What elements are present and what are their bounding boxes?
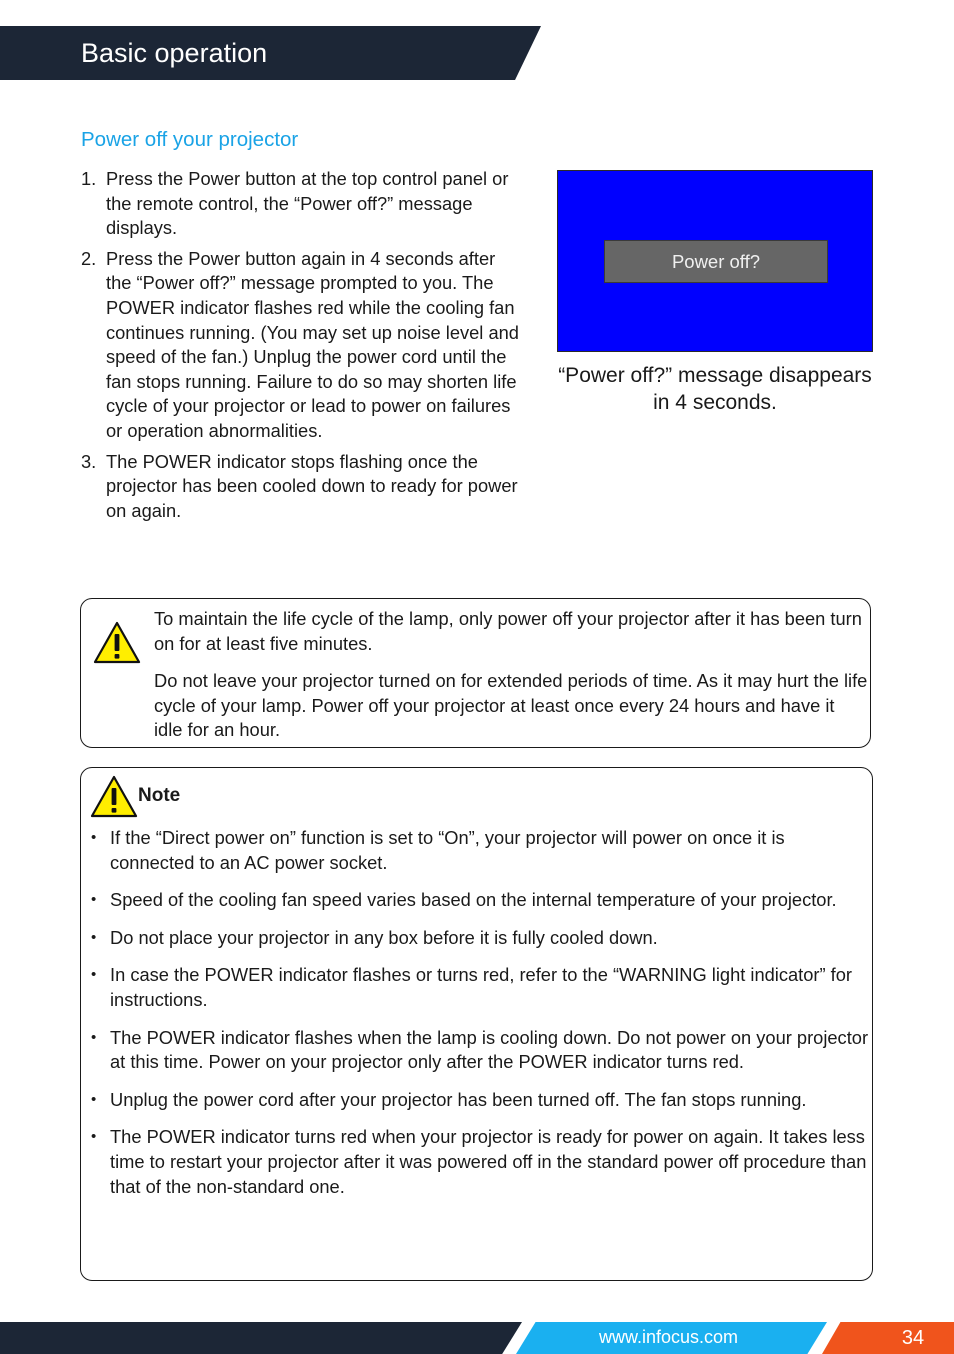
step-number: 3. xyxy=(81,450,97,472)
bullet: • xyxy=(91,966,97,984)
footer-url-link[interactable]: www.infocus.com xyxy=(598,1327,739,1347)
footer-bar xyxy=(0,1322,522,1354)
bullet: • xyxy=(91,891,97,909)
list-item xyxy=(89,963,869,1012)
steps-list xyxy=(81,167,521,529)
section-title: Power off your projector xyxy=(81,128,299,151)
bullet: • xyxy=(91,829,97,846)
note-item-text: Unplug the power cord after your projector has been turned off. The fan stops running. xyxy=(110,1088,807,1110)
step-number: 2. xyxy=(81,247,97,269)
note-box xyxy=(80,767,873,1281)
note-item-text: Speed of the cooling fan speed varies based on the internal temperature of your projector. xyxy=(110,889,837,911)
note-item-text: If the “Direct power on” function is set to “On”, your projector will power on once it is connected to an AC power socket. xyxy=(110,827,785,873)
warning-paragraph: To maintain the life cycle of the lamp, only power off your projector after it has been turn on for at least five minutes. xyxy=(154,608,862,654)
bullet: • xyxy=(91,1090,97,1108)
list-item xyxy=(89,826,869,875)
bullet: • xyxy=(91,928,97,946)
note-title: Note xyxy=(138,785,181,806)
note-list xyxy=(89,826,869,1212)
list-item xyxy=(89,1026,869,1075)
screen-caption: “Power off?” message disappears in 4 seconds. xyxy=(558,364,872,414)
bullet: • xyxy=(91,1128,97,1146)
warning-paragraph: Do not leave your projector turned on for extended periods of time. As it may hurt the life cycle of your lamp. Power off your projector at least once every 24 hours and have it idle for an hour. xyxy=(154,670,868,741)
list-item xyxy=(81,450,521,524)
page-title: Basic operation xyxy=(81,38,268,68)
step-text: The POWER indicator stops flashing once the projector has been cooled down to ready for power on again. xyxy=(106,450,518,521)
list-item xyxy=(89,926,869,951)
step-text: Press the Power button at the top control panel or the remote control, the “Power off?” message displays. xyxy=(106,168,509,239)
note-item-text: In case the POWER indicator flashes or turns red, refer to the “WARNING light indicator” for instructions. xyxy=(110,964,853,1010)
projector-screen-illustration xyxy=(557,170,873,352)
page-number: 34 xyxy=(901,1327,925,1349)
list-item xyxy=(81,247,521,444)
note-item-text: Do not place your projector in any box before it is fully cooled down. xyxy=(110,926,658,948)
list-item xyxy=(81,167,521,241)
note-item-text: The POWER indicator turns red when your projector is ready for power on again. It takes less time to restart your projector after it was powered off in the standard power off procedure than that of the non-standard one. xyxy=(110,1126,867,1197)
power-off-osd-message: Power off? xyxy=(604,240,828,283)
warning-box xyxy=(80,598,871,748)
note-item-text: The POWER indicator flashes when the lamp is cooling down. Do not power on your projector at this time. Power on your projector only after the POWER indicator turns red. xyxy=(110,1026,869,1073)
warning-triangle-icon xyxy=(93,621,141,665)
bullet: • xyxy=(91,1028,97,1046)
list-item xyxy=(89,888,869,913)
list-item xyxy=(89,1088,869,1113)
step-text: Press the Power button again in 4 seconds after the “Power off?” message prompted to you. The POWER indicator flashes red while the cooling fan continues running. (You may set up noise level and speed of the fan.) Unplug the power cord until the fan stops running. Failure to do so may shorten life cycle of your projector or lead to power on failures or operation abnormalities. xyxy=(106,247,519,441)
list-item xyxy=(89,1125,869,1199)
step-number: 1. xyxy=(81,168,97,189)
warning-text xyxy=(154,607,868,756)
warning-triangle-icon xyxy=(90,775,138,819)
